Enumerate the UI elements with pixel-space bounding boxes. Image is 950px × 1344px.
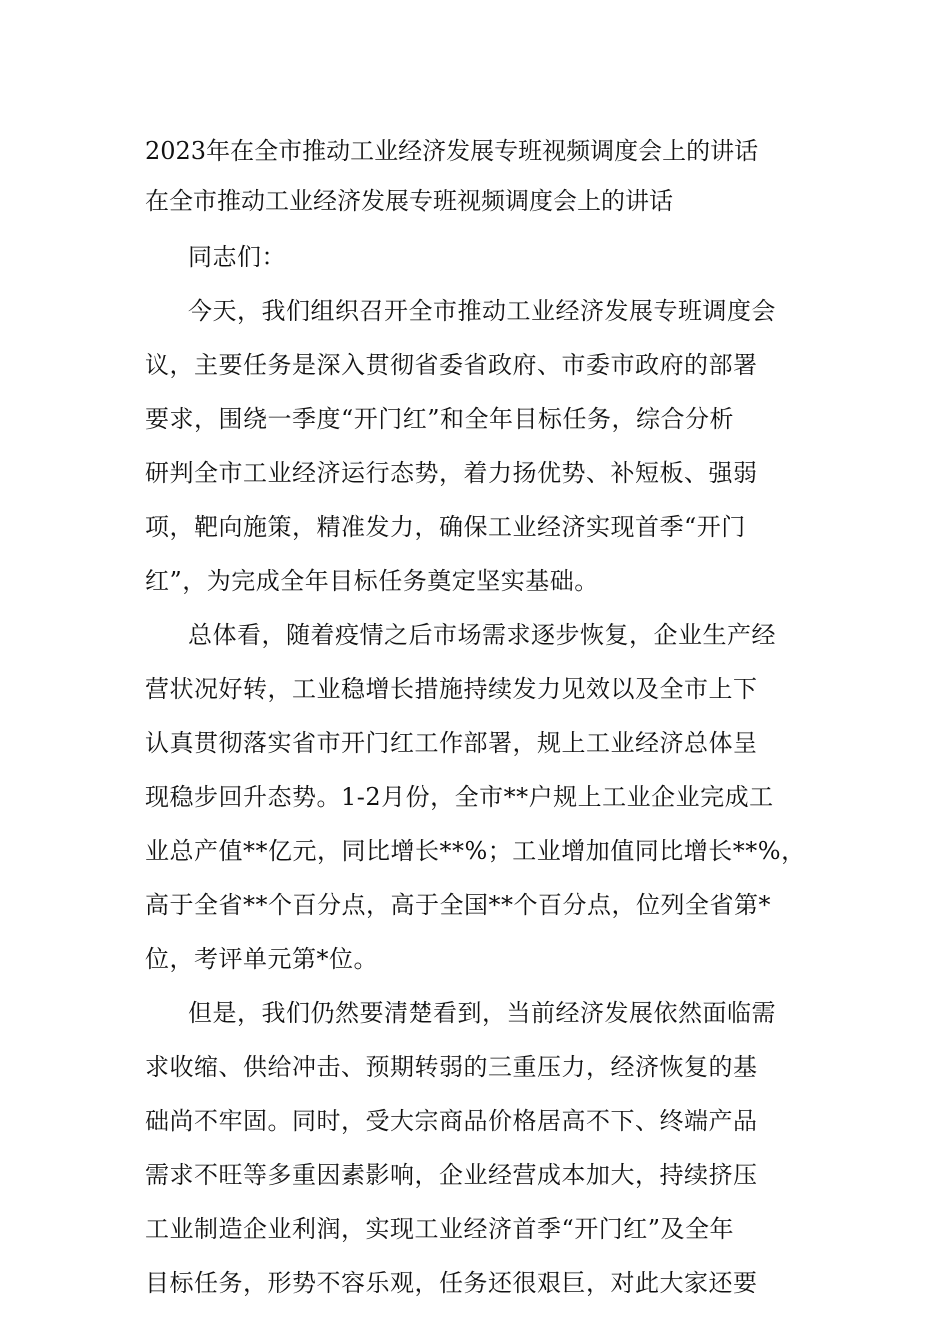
- paragraph-line: 高于全省**个百分点，高于全国**个百分点，位列全省第*: [145, 891, 771, 919]
- paragraph-line: 础尚不牢固。同时，受大宗商品价格居高不下、终端产品: [145, 1107, 758, 1135]
- document-body: [145, 126, 810, 1310]
- paragraph-line: 现稳步回升态势。1-2月份，全市**户规上工业企业完成工: [145, 783, 774, 811]
- paragraph-line: 研判全市工业经济运行态势，着力扬优势、补短板、强弱: [145, 459, 758, 487]
- paragraph-line: 认真贯彻落实省市开门红工作部署，规上工业经济总体呈: [145, 729, 758, 757]
- paragraph-line: 项，靶向施策，精准发力，确保工业经济实现首季“开门: [145, 513, 746, 541]
- title-line-1: 2023年在全市推动工业经济发展专班视频调度会上的讲话: [145, 137, 759, 165]
- paragraph-line: 红”，为完成全年目标任务奠定坚实基础。: [145, 567, 599, 595]
- paragraph-line: 工业制造企业利润，实现工业经济首季“开门红”及全年: [145, 1215, 735, 1243]
- paragraph-line: 总体看，随着疫情之后市场需求逐步恢复，企业生产经: [188, 621, 776, 649]
- paragraph-line: 目标任务，形势不容乐观，任务还很艰巨，对此大家还要: [145, 1269, 758, 1297]
- title-line-2: 在全市推动工业经济发展专班视频调度会上的讲话: [145, 187, 673, 215]
- paragraph-line: 但是，我们仍然要清楚看到，当前经济发展依然面临需: [188, 999, 776, 1027]
- paragraph-line: 今天，我们组织召开全市推动工业经济发展专班调度会: [188, 297, 776, 325]
- paragraph-2: [145, 608, 810, 986]
- paragraph-line: 位，考评单元第*位。: [145, 945, 378, 973]
- paragraph-line: 议，主要任务是深入贯彻省委省政府、市委市政府的部署: [145, 351, 758, 379]
- paragraph-line: 营状况好转，工业稳增长措施持续发力见效以及全市上下: [145, 675, 758, 703]
- paragraph-line: 需求不旺等多重因素影响，企业经营成本加大，持续挤压: [145, 1161, 758, 1189]
- paragraph-line: 要求，围绕一季度“开门红”和全年目标任务，综合分析: [145, 405, 735, 433]
- salutation: 同志们：: [188, 243, 286, 271]
- paragraph-1: [145, 284, 810, 608]
- paragraph-line: 业总产值**亿元，同比增长**%；工业增加值同比增长**%，: [145, 837, 806, 865]
- paragraph-line: 求收缩、供给冲击、预期转弱的三重压力，经济恢复的基: [145, 1053, 758, 1081]
- paragraph-3: [145, 986, 810, 1310]
